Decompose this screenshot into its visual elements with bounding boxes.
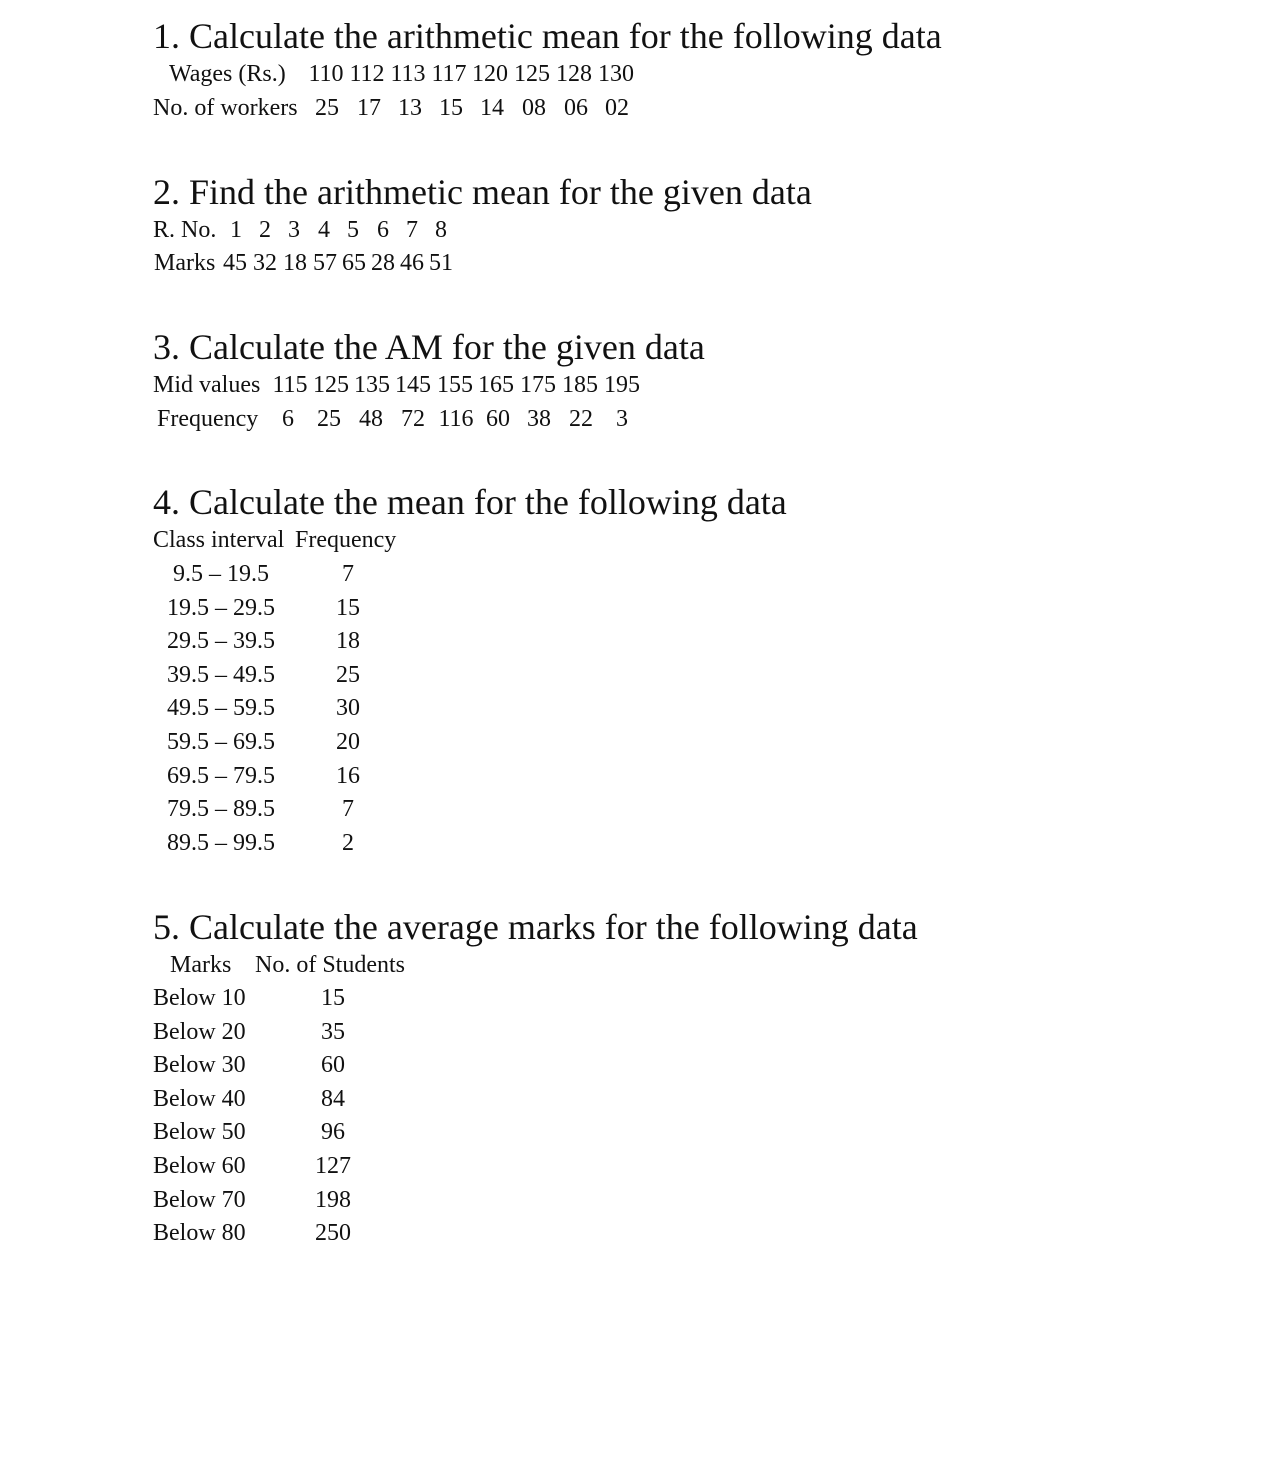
q1-workers-value: 08 <box>522 95 546 121</box>
q5-marks-cell: Below 70 <box>153 1187 246 1213</box>
q3-midvalue: 115 <box>272 372 308 398</box>
q5-students-cell: 60 <box>321 1052 345 1078</box>
q4-frequency-cell: 7 <box>342 796 354 822</box>
q4-frequency-cell: 20 <box>336 729 360 755</box>
q1-workers-value: 15 <box>439 95 463 121</box>
q4-title: 4. Calculate the mean for the following data <box>153 482 787 522</box>
q1-title: 1. Calculate the arithmetic mean for the following data <box>153 16 942 56</box>
q4-interval-cell: 59.5 – 69.5 <box>167 729 275 755</box>
q5-students-cell: 250 <box>315 1220 351 1246</box>
q3-frequency-value: 116 <box>438 406 474 432</box>
q4-frequency-cell: 7 <box>342 561 354 587</box>
q1-workers-value: 17 <box>357 95 381 121</box>
q4-interval-cell: 49.5 – 59.5 <box>167 695 275 721</box>
q1-wage-value: 130 <box>598 61 634 87</box>
q1-wages-label: Wages (Rs.) <box>169 61 286 87</box>
q5-marks-cell: Below 10 <box>153 985 246 1011</box>
q2-rollno-value: 2 <box>259 217 271 243</box>
q1-wage-value: 125 <box>514 61 550 87</box>
q1-workers-label: No. of workers <box>153 95 298 121</box>
q5-students-cell: 15 <box>321 985 345 1011</box>
q3-frequency-value: 25 <box>317 406 341 432</box>
q2-marks-value: 28 <box>371 250 395 276</box>
q5-students-cell: 96 <box>321 1119 345 1145</box>
q2-rollno-label: R. No. <box>153 217 217 243</box>
q1-wage-value: 113 <box>390 61 426 87</box>
q5-marks-cell: Below 40 <box>153 1086 246 1112</box>
q4-frequency-cell: 30 <box>336 695 360 721</box>
q2-title: 2. Find the arithmetic mean for the given data <box>153 172 812 212</box>
q4-frequency-cell: 25 <box>336 662 360 688</box>
q2-marks-value: 57 <box>313 250 337 276</box>
q1-wage-value: 128 <box>556 61 592 87</box>
q4-interval-cell: 89.5 – 99.5 <box>167 830 275 856</box>
q3-midvalue: 145 <box>395 372 431 398</box>
q1-workers-value: 25 <box>315 95 339 121</box>
q3-midvalue: 125 <box>313 372 349 398</box>
q2-marks-value: 45 <box>223 250 247 276</box>
q1-wage-value: 120 <box>472 61 508 87</box>
q2-rollno-value: 6 <box>377 217 389 243</box>
q2-rollno-value: 7 <box>406 217 418 243</box>
q3-midvalue: 155 <box>437 372 473 398</box>
q5-marks-cell: Below 80 <box>153 1220 246 1246</box>
q5-marks-cell: Below 30 <box>153 1052 246 1078</box>
q1-workers-value: 14 <box>480 95 504 121</box>
q4-interval-cell: 79.5 – 89.5 <box>167 796 275 822</box>
q3-frequency-value: 3 <box>616 406 628 432</box>
q1-workers-value: 06 <box>564 95 588 121</box>
q1-wage-value: 117 <box>431 61 467 87</box>
q5-title: 5. Calculate the average marks for the following data <box>153 907 918 947</box>
q3-frequency-value: 38 <box>527 406 551 432</box>
q3-frequency-value: 22 <box>569 406 593 432</box>
q5-marks-cell: Below 50 <box>153 1119 246 1145</box>
q3-title: 3. Calculate the AM for the given data <box>153 327 705 367</box>
q4-frequency-header: Frequency <box>295 527 397 553</box>
q3-midvalue: 185 <box>562 372 598 398</box>
q1-wage-value: 110 <box>308 61 344 87</box>
q3-midvalue: 175 <box>520 372 556 398</box>
q5-students-header: No. of Students <box>255 952 405 978</box>
q2-marks-label: Marks <box>154 250 216 276</box>
q3-midvalue: 195 <box>604 372 640 398</box>
q5-students-cell: 198 <box>315 1187 351 1213</box>
q4-frequency-cell: 16 <box>336 763 360 789</box>
q4-frequency-cell: 18 <box>336 628 360 654</box>
q4-interval-cell: 69.5 – 79.5 <box>167 763 275 789</box>
q3-midvalue: 135 <box>354 372 390 398</box>
q5-marks-cell: Below 20 <box>153 1019 246 1045</box>
q5-marks-header: Marks <box>170 952 232 978</box>
q3-frequency-value: 6 <box>282 406 294 432</box>
q2-rollno-value: 5 <box>347 217 359 243</box>
q4-interval-cell: 29.5 – 39.5 <box>167 628 275 654</box>
q3-frequency-value: 60 <box>486 406 510 432</box>
q2-marks-value: 46 <box>400 250 424 276</box>
q5-marks-cell: Below 60 <box>153 1153 246 1179</box>
q3-midvalues-label: Mid values <box>153 372 261 398</box>
q4-class-interval-header: Class interval <box>153 527 285 553</box>
q4-interval-cell: 39.5 – 49.5 <box>167 662 275 688</box>
q2-rollno-value: 4 <box>318 217 330 243</box>
q2-rollno-value: 1 <box>230 217 242 243</box>
q4-frequency-cell: 15 <box>336 595 360 621</box>
q1-workers-value: 13 <box>398 95 422 121</box>
q4-frequency-cell: 2 <box>342 830 354 856</box>
q2-rollno-value: 3 <box>288 217 300 243</box>
q3-frequency-label: Frequency <box>157 406 259 432</box>
q2-marks-value: 32 <box>253 250 277 276</box>
q2-marks-value: 65 <box>342 250 366 276</box>
q5-students-cell: 127 <box>315 1153 351 1179</box>
q4-interval-cell: 19.5 – 29.5 <box>167 595 275 621</box>
q2-marks-value: 51 <box>429 250 453 276</box>
q2-rollno-value: 8 <box>435 217 447 243</box>
q5-students-cell: 35 <box>321 1019 345 1045</box>
q5-students-cell: 84 <box>321 1086 345 1112</box>
q1-workers-value: 02 <box>605 95 629 121</box>
q1-wage-value: 112 <box>349 61 385 87</box>
q3-frequency-value: 48 <box>359 406 383 432</box>
q3-midvalue: 165 <box>478 372 514 398</box>
q2-marks-value: 18 <box>283 250 307 276</box>
q3-frequency-value: 72 <box>401 406 425 432</box>
q4-interval-cell: 9.5 – 19.5 <box>173 561 269 587</box>
